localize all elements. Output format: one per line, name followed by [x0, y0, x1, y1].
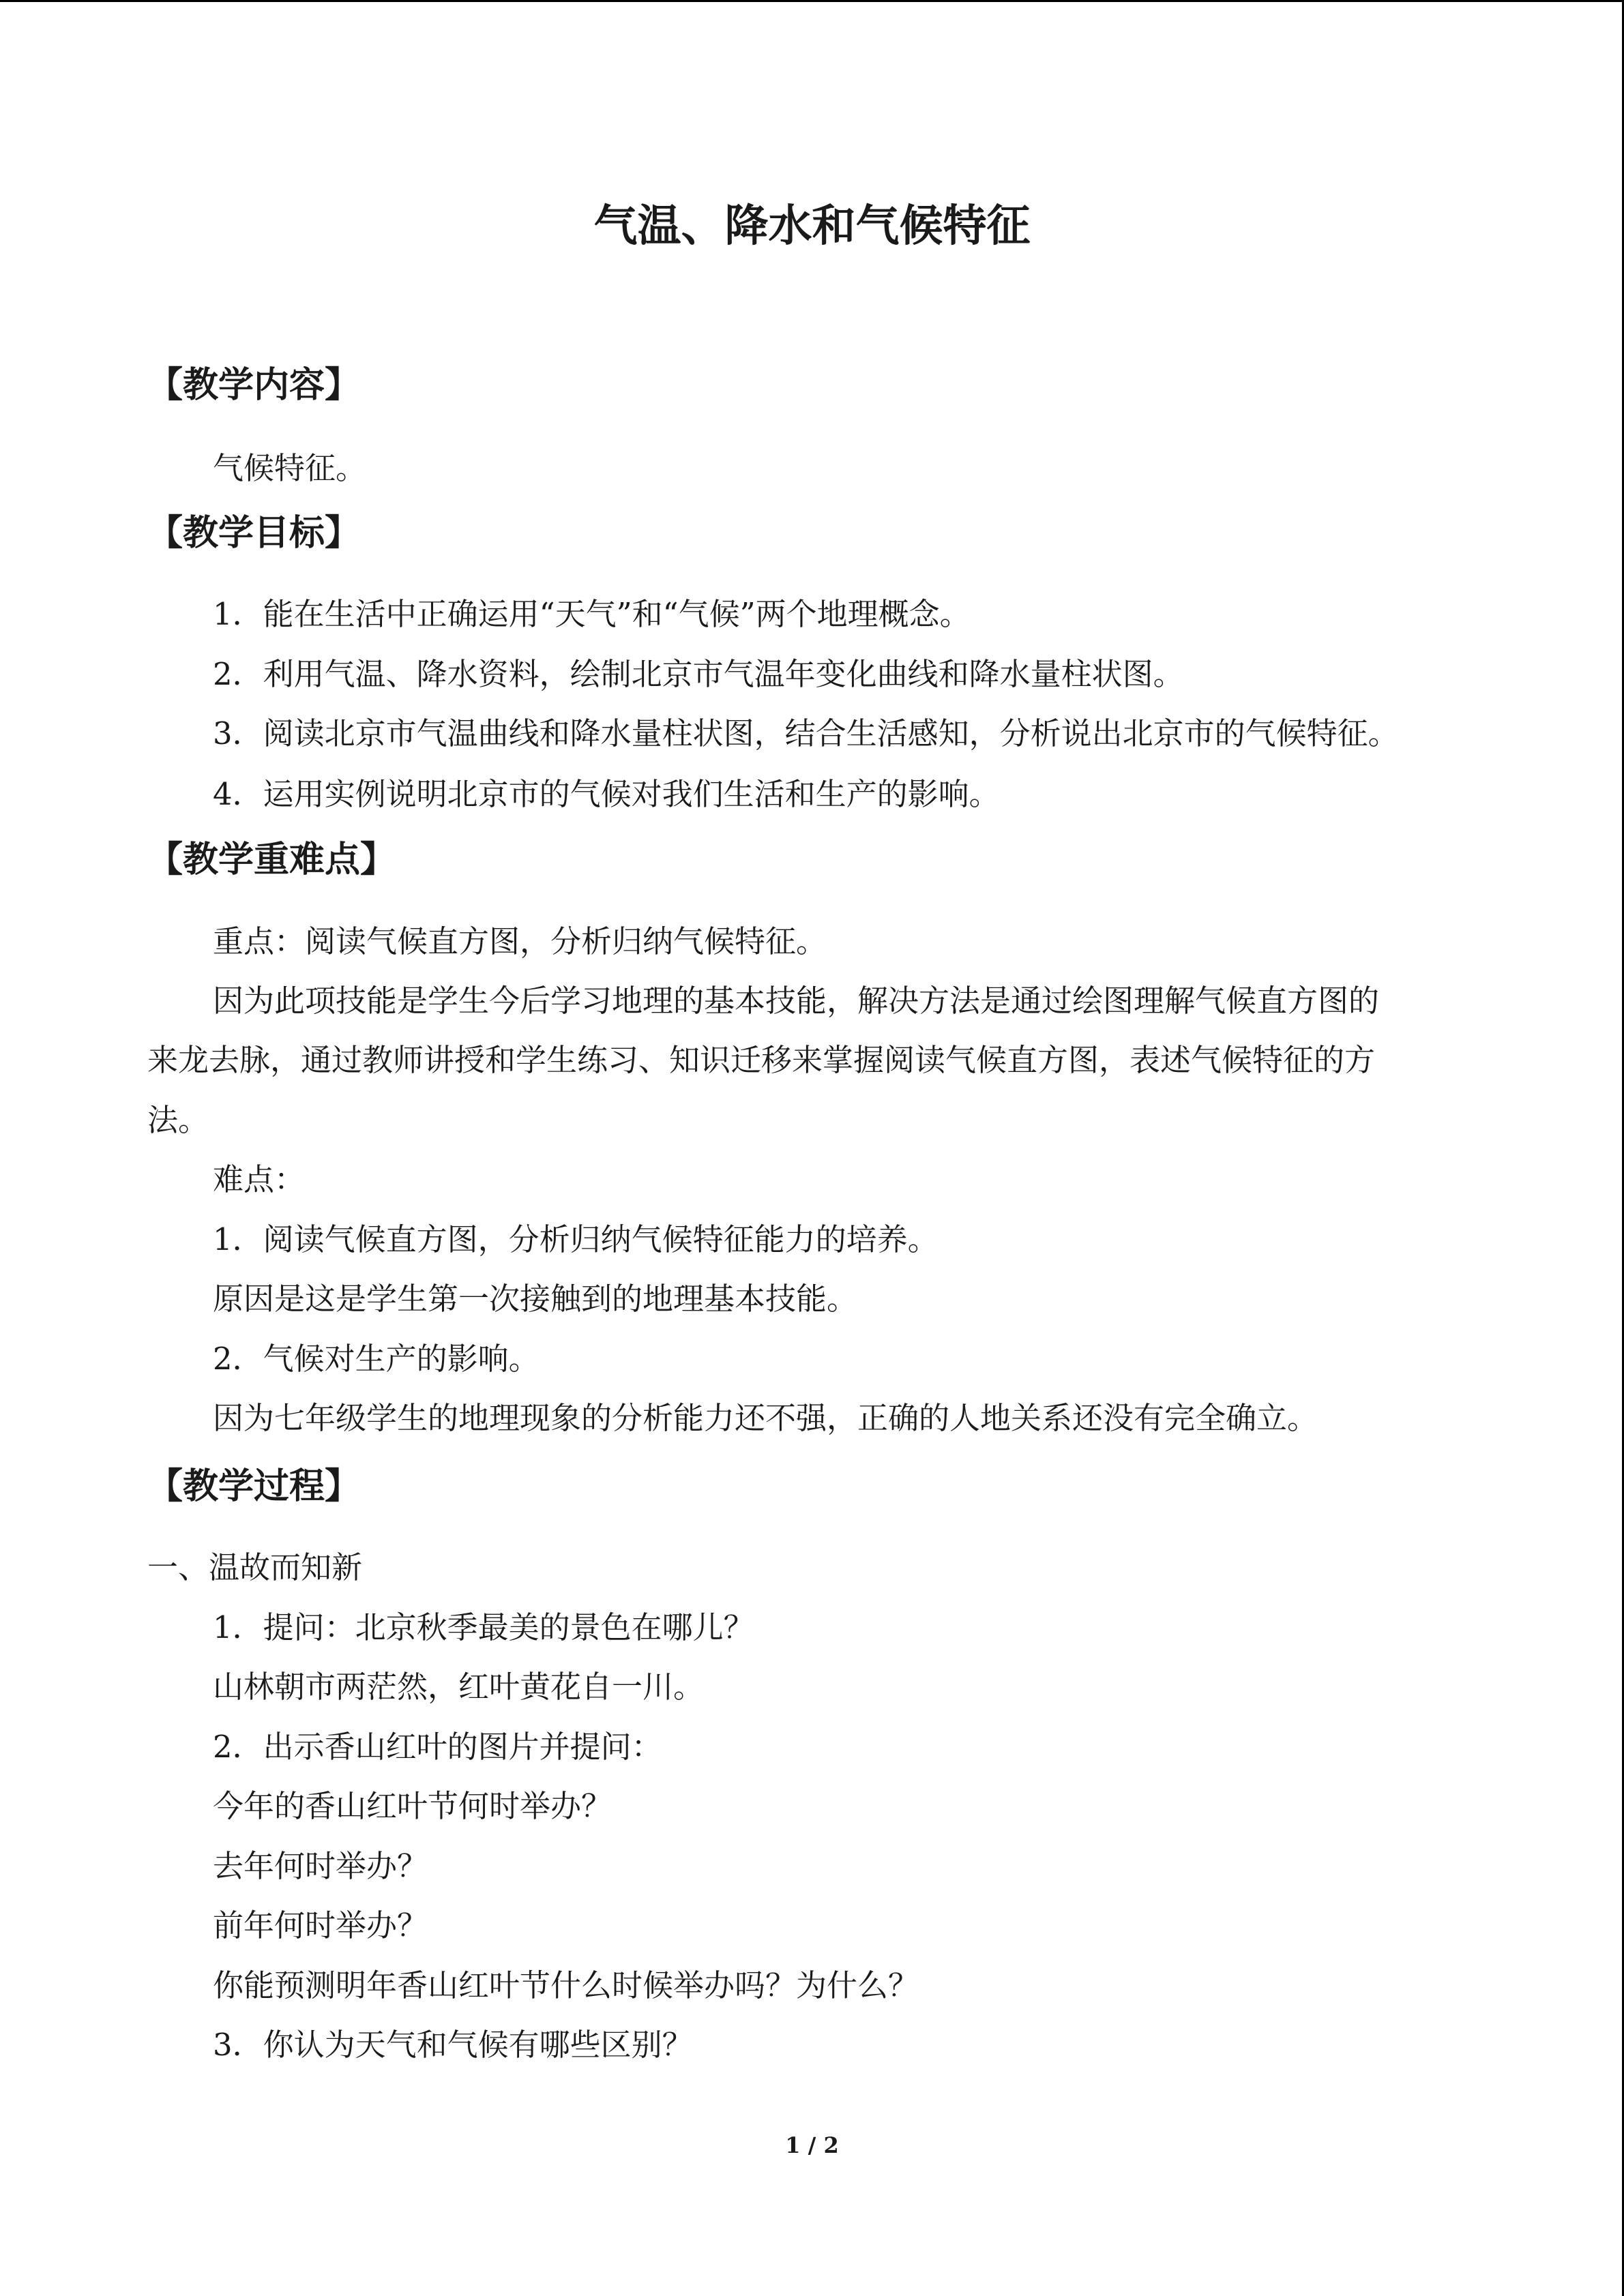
goal-item: 3．阅读北京市气温曲线和降水量柱状图，结合生活感知，分析说出北京市的气候特征。 [213, 715, 1399, 751]
difficulty-label: 难点： [213, 1161, 306, 1197]
section-heading-goals: 【教学目标】 [147, 513, 361, 554]
section-heading-key-points: 【教学重难点】 [147, 839, 396, 880]
process-line: 1．提问：北京秋季最美的景色在哪儿？ [213, 1609, 754, 1645]
key-point-reason-line: 来龙去脉，通过教师讲授和学生练习、知识迁移来掌握阅读气候直方图，表述气候特征的方 [147, 1042, 1376, 1078]
goal-item: 1．能在生活中正确运用“天气”和“气候”两个地理概念。 [213, 596, 971, 632]
difficulty-item: 原因是这是学生第一次接触到的地理基本技能。 [213, 1281, 858, 1317]
difficulty-item: 因为七年级学生的地理现象的分析能力还不强，正确的人地关系还没有完全确立。 [213, 1400, 1318, 1436]
page-number: 1 / 2 [785, 2132, 839, 2158]
process-line: 2．出示香山红叶的图片并提问： [213, 1729, 662, 1765]
difficulty-item: 2．气候对生产的影响。 [213, 1341, 540, 1377]
difficulty-item: 1．阅读气候直方图，分析归纳气候特征能力的培养。 [213, 1221, 939, 1257]
key-point-text: 重点：阅读气候直方图，分析归纳气候特征。 [213, 923, 827, 959]
key-point-reason-line: 法。 [147, 1102, 209, 1138]
process-subheading: 一、温故而知新 [147, 1549, 363, 1585]
content-paragraph: 气候特征。 [213, 450, 367, 486]
goal-item: 2．利用气温、降水资料，绘制北京市气温年变化曲线和降水量柱状图。 [213, 656, 1184, 692]
process-line: 3．你认为天气和气候有哪些区别？ [213, 2027, 693, 2063]
key-point-reason-line: 因为此项技能是学生今后学习地理的基本技能，解决方法是通过绘图理解气候直方图的 [213, 983, 1380, 1019]
process-line: 今年的香山红叶节何时举办？ [213, 1788, 612, 1824]
process-line: 你能预测明年香山红叶节什么时候举办吗？为什么？ [213, 1967, 919, 2003]
section-heading-content: 【教学内容】 [147, 365, 361, 406]
process-line: 山林朝市两茫然，红叶黄花自一川。 [213, 1669, 705, 1705]
process-line: 前年何时举办？ [213, 1907, 428, 1943]
document-title: 气温、降水和气候特征 [593, 201, 1031, 252]
process-line: 去年何时举办？ [213, 1848, 428, 1884]
section-heading-process: 【教学过程】 [147, 1466, 361, 1507]
goal-item: 4．运用实例说明北京市的气候对我们生活和生产的影响。 [213, 776, 1000, 812]
page-border-top [0, 0, 1624, 2]
